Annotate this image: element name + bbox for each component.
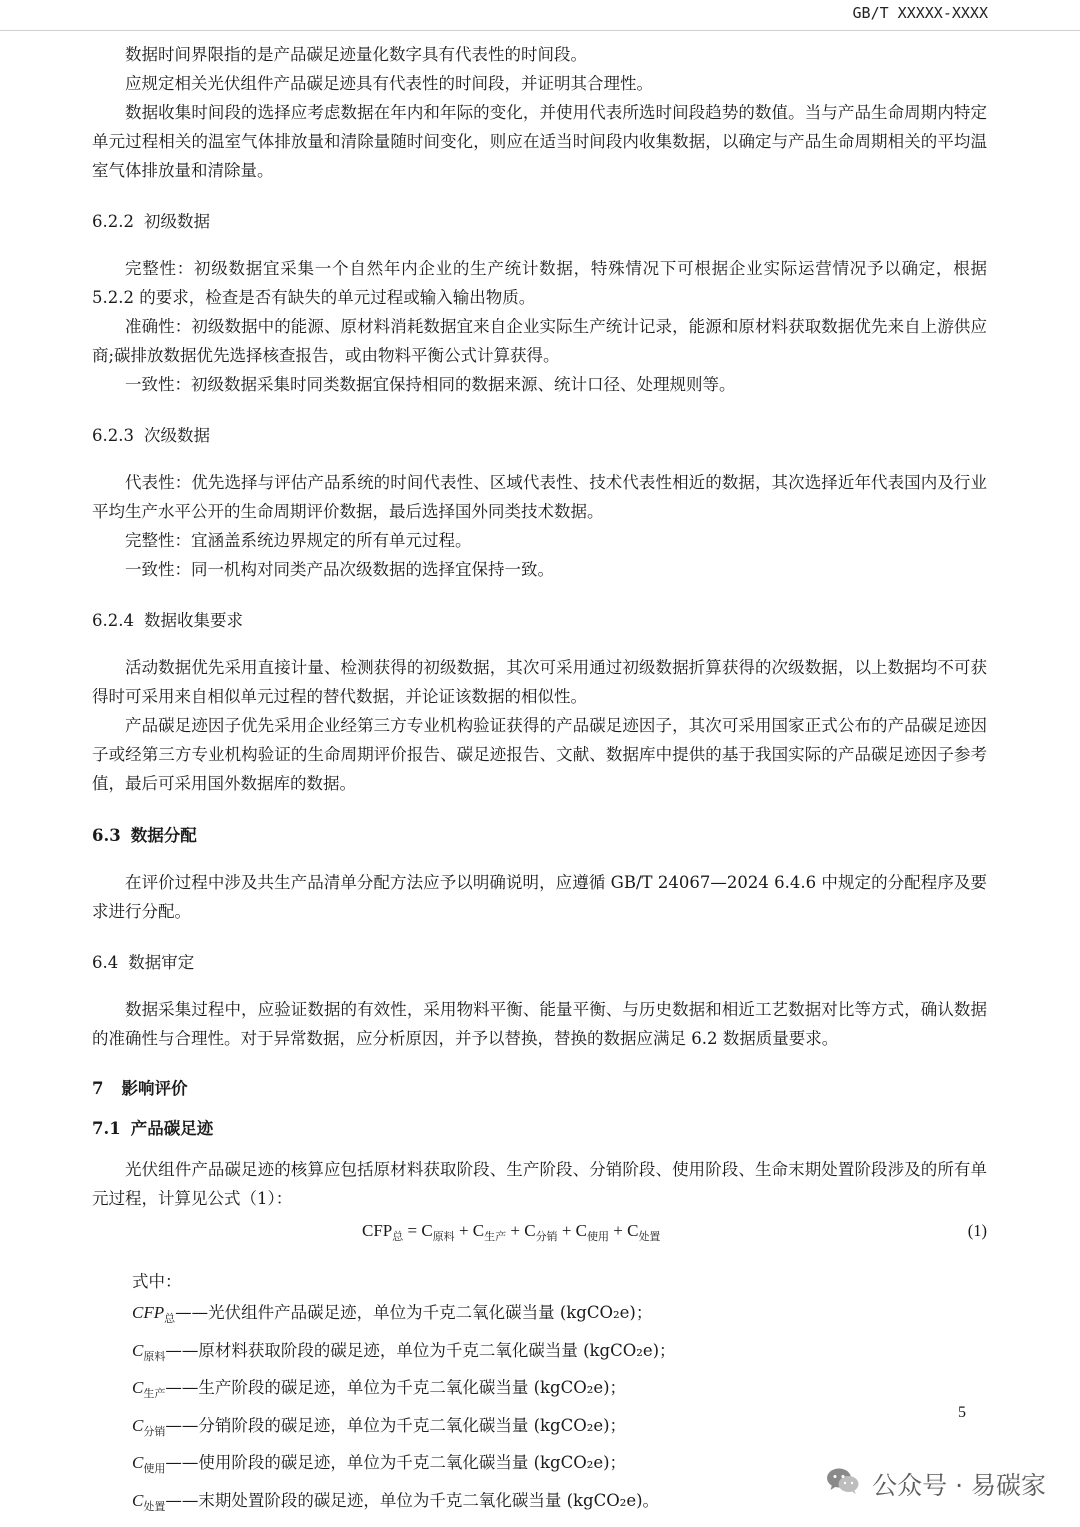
page-number: 5 [958, 1404, 966, 1421]
symbol-sub: 生产 [143, 1387, 166, 1400]
header-rule [0, 30, 1080, 31]
section-title: 初级数据 [143, 212, 210, 231]
definition-text: 生产阶段的碳足迹，单位为千克二氧化碳当量 (kgCO₂e)； [198, 1378, 627, 1397]
section-title: 影响评价 [121, 1079, 188, 1098]
definition-text: 分销阶段的碳足迹，单位为千克二氧化碳当量 (kgCO₂e)； [198, 1415, 627, 1435]
formula-operator: = [403, 1221, 422, 1240]
section-number: 6.2.4 [92, 611, 134, 630]
paragraph: 产品碳足迹因子优先采用企业经第三方专业机构验证获得的产品碳足迹因子，其次可采用国家正式公布的产品碳足迹因子或经第三方专业机构验证的生命周期评价报告、碳足迹报告、文献、数据库中提供的基于我国实际的产品碳足迹因子参考值，最后可采用国外数据库的数据。 [92, 716, 987, 793]
symbol: C [132, 1490, 144, 1510]
dash: —— [175, 1303, 209, 1322]
section-title: 数据收集要求 [143, 611, 243, 630]
symbol-definition [92, 1297, 987, 1335]
section-title: 次级数据 [143, 426, 210, 445]
definition-text: 使用阶段的碳足迹，单位为千克二氧化碳当量 (kgCO₂e)； [198, 1453, 627, 1472]
section-number: 7.1 [92, 1119, 121, 1138]
section-title: 产品碳足迹 [130, 1119, 214, 1138]
symbol-definition [92, 1410, 987, 1448]
document-code: GB/T XXXXX-XXXX [852, 4, 988, 22]
formula-term: C [472, 1221, 485, 1240]
formula-term: C [421, 1221, 433, 1240]
symbol-sub: 分销 [143, 1424, 166, 1438]
paragraph: 一致性：同一机构对同类产品次级数据的选择宜保持一致。 [125, 560, 554, 579]
paragraph: 数据时间界限指的是产品碳足迹量化数字具有代表性的时间段。 [125, 45, 587, 64]
paragraph: 完整性：宜涵盖系统边界规定的所有单元过程。 [125, 531, 472, 550]
formula-sub: 分销 [535, 1231, 558, 1243]
formula-operator: + [609, 1221, 628, 1240]
paragraph: 光伏组件产品碳足迹的核算应包括原材料获取阶段、生产阶段、分销阶段、使用阶段、生命末期处置阶段涉及的所有单元过程，计算见公式（1）： [92, 1160, 987, 1208]
dash: —— [165, 1378, 199, 1397]
formula-operator: + [557, 1221, 576, 1240]
dash: —— [165, 1453, 199, 1472]
section-heading-6-2-4 [92, 607, 987, 635]
wechat-icon [826, 1467, 860, 1501]
formula-operator: + [506, 1221, 525, 1240]
formula-lhs: CFP [362, 1221, 393, 1240]
dash: —— [165, 1340, 199, 1360]
formula-operator: + [454, 1221, 473, 1240]
symbol-sub: 原料 [143, 1349, 166, 1363]
paragraph: 准确性：初级数据中的能源、原材料消耗数据宜来自企业实际生产统计记录，能源和原材料获取数据优先来自上游供应商;碳排放数据优先选择核查报告，或由物料平衡公式计算获得。 [92, 317, 987, 365]
symbol-definition [92, 1335, 987, 1373]
symbol: C [132, 1453, 144, 1472]
section-heading-6-4 [92, 949, 987, 977]
formula-sub: 原料 [432, 1231, 455, 1243]
section-number: 6.2.2 [92, 212, 134, 231]
paragraph: 代表性：优先选择与评估产品系统的时间代表性、区域代表性、技术代表性相近的数据，其次选择近年代表国内及行业平均生产水平公开的生命周期评价数据，最后选择国外同类技术数据。 [92, 473, 987, 521]
formula-sub: 总 [392, 1231, 404, 1243]
formula-sub: 使用 [587, 1231, 609, 1243]
symbol-sub: 总 [164, 1312, 176, 1325]
symbol-definition [92, 1372, 987, 1410]
formula-sub: 处置 [638, 1231, 661, 1243]
formula-row [92, 1213, 987, 1249]
section-heading-6-2-3 [92, 422, 987, 450]
document-body [92, 40, 987, 1522]
paragraph: 完整性：初级数据宜采集一个自然年内企业的生产统计数据，特殊情况下可根据企业实际运营情况予以确定，根据 5.2.2 的要求，检查是否有缺失的单元过程或输入输出物质。 [92, 259, 987, 307]
paragraph: 应规定相关光伏组件产品碳足迹具有代表性的时间段，并证明其合理性。 [125, 74, 653, 93]
formula-number: (1) [967, 1221, 987, 1240]
formula-term: C [575, 1221, 587, 1240]
dash: —— [165, 1415, 199, 1435]
symbol-sub: 处置 [143, 1499, 166, 1513]
symbol-sub: 使用 [143, 1462, 166, 1475]
section-number: 7 [92, 1079, 104, 1098]
section-heading-7-1 [92, 1115, 987, 1143]
section-heading-6-3 [92, 822, 987, 850]
paragraph: 数据采集过程中，应验证数据的有效性，采用物料平衡、能量平衡、与历史数据和相近工艺数据对比等方式，确认数据的准确性与合理性。对于异常数据，应分析原因，并予以替换，替换的数据应满足 6.2 数据质量要求。 [92, 1000, 987, 1048]
formula-term: C [524, 1221, 536, 1240]
paragraph: 活动数据优先采用直接计量、检测获得的初级数据，其次可采用通过初级数据折算获得的次级数据，以上数据均不可获得时可采用来自相似单元过程的替代数据，并论证该数据的相似性。 [92, 658, 987, 706]
definition-text: 原材料获取阶段的碳足迹，单位为千克二氧化碳当量 (kgCO₂e)； [198, 1340, 676, 1360]
intro-section [92, 40, 987, 185]
section-title: 数据分配 [130, 826, 197, 845]
section-title: 数据审定 [128, 953, 195, 972]
section-heading-7 [92, 1075, 987, 1103]
symbol: C [132, 1340, 144, 1360]
section-number: 6.2.3 [92, 426, 134, 445]
symbol: C [132, 1378, 144, 1397]
dash: —— [165, 1490, 199, 1510]
formula-sub: 生产 [484, 1231, 507, 1243]
section-number: 6.3 [92, 826, 121, 845]
paragraph: 在评价过程中涉及共生产品清单分配方法应予以明确说明，应遵循 GB/T 24067—2024 6.4.6 中规定的分配程序及要求进行分配。 [92, 873, 987, 921]
section-number: 6.4 [92, 953, 119, 972]
paragraph: 一致性：初级数据采集时同类数据宜保持相同的数据来源、统计口径、处理规则等。 [125, 375, 736, 394]
formula-term: C [627, 1221, 639, 1240]
paragraph: 数据收集时间段的选择应考虑数据在年内和年际的变化，并使用代表所选时间段趋势的数值。当与产品生命周期内特定单元过程相关的温室气体排放量和清除量随时间变化，则应在适当时间段内收集数据，以确定与产品生命周期相关的平均温室气体排放量和清除量。 [92, 103, 987, 180]
watermark-text: 公众号 · 易碳家 [872, 1471, 1046, 1500]
symbol: C [132, 1415, 144, 1435]
definition-text: 光伏组件产品碳足迹，单位为千克二氧化碳当量 (kgCO₂e)； [208, 1303, 653, 1322]
where-label: 式中： [132, 1272, 182, 1291]
formula-1 [362, 1213, 660, 1255]
symbol: CFP [132, 1303, 165, 1322]
definition-text: 末期处置阶段的碳足迹，单位为千克二氧化碳当量 (kgCO₂e)。 [198, 1490, 660, 1510]
section-heading-6-2-2 [92, 208, 987, 236]
watermark [826, 1466, 1046, 1502]
